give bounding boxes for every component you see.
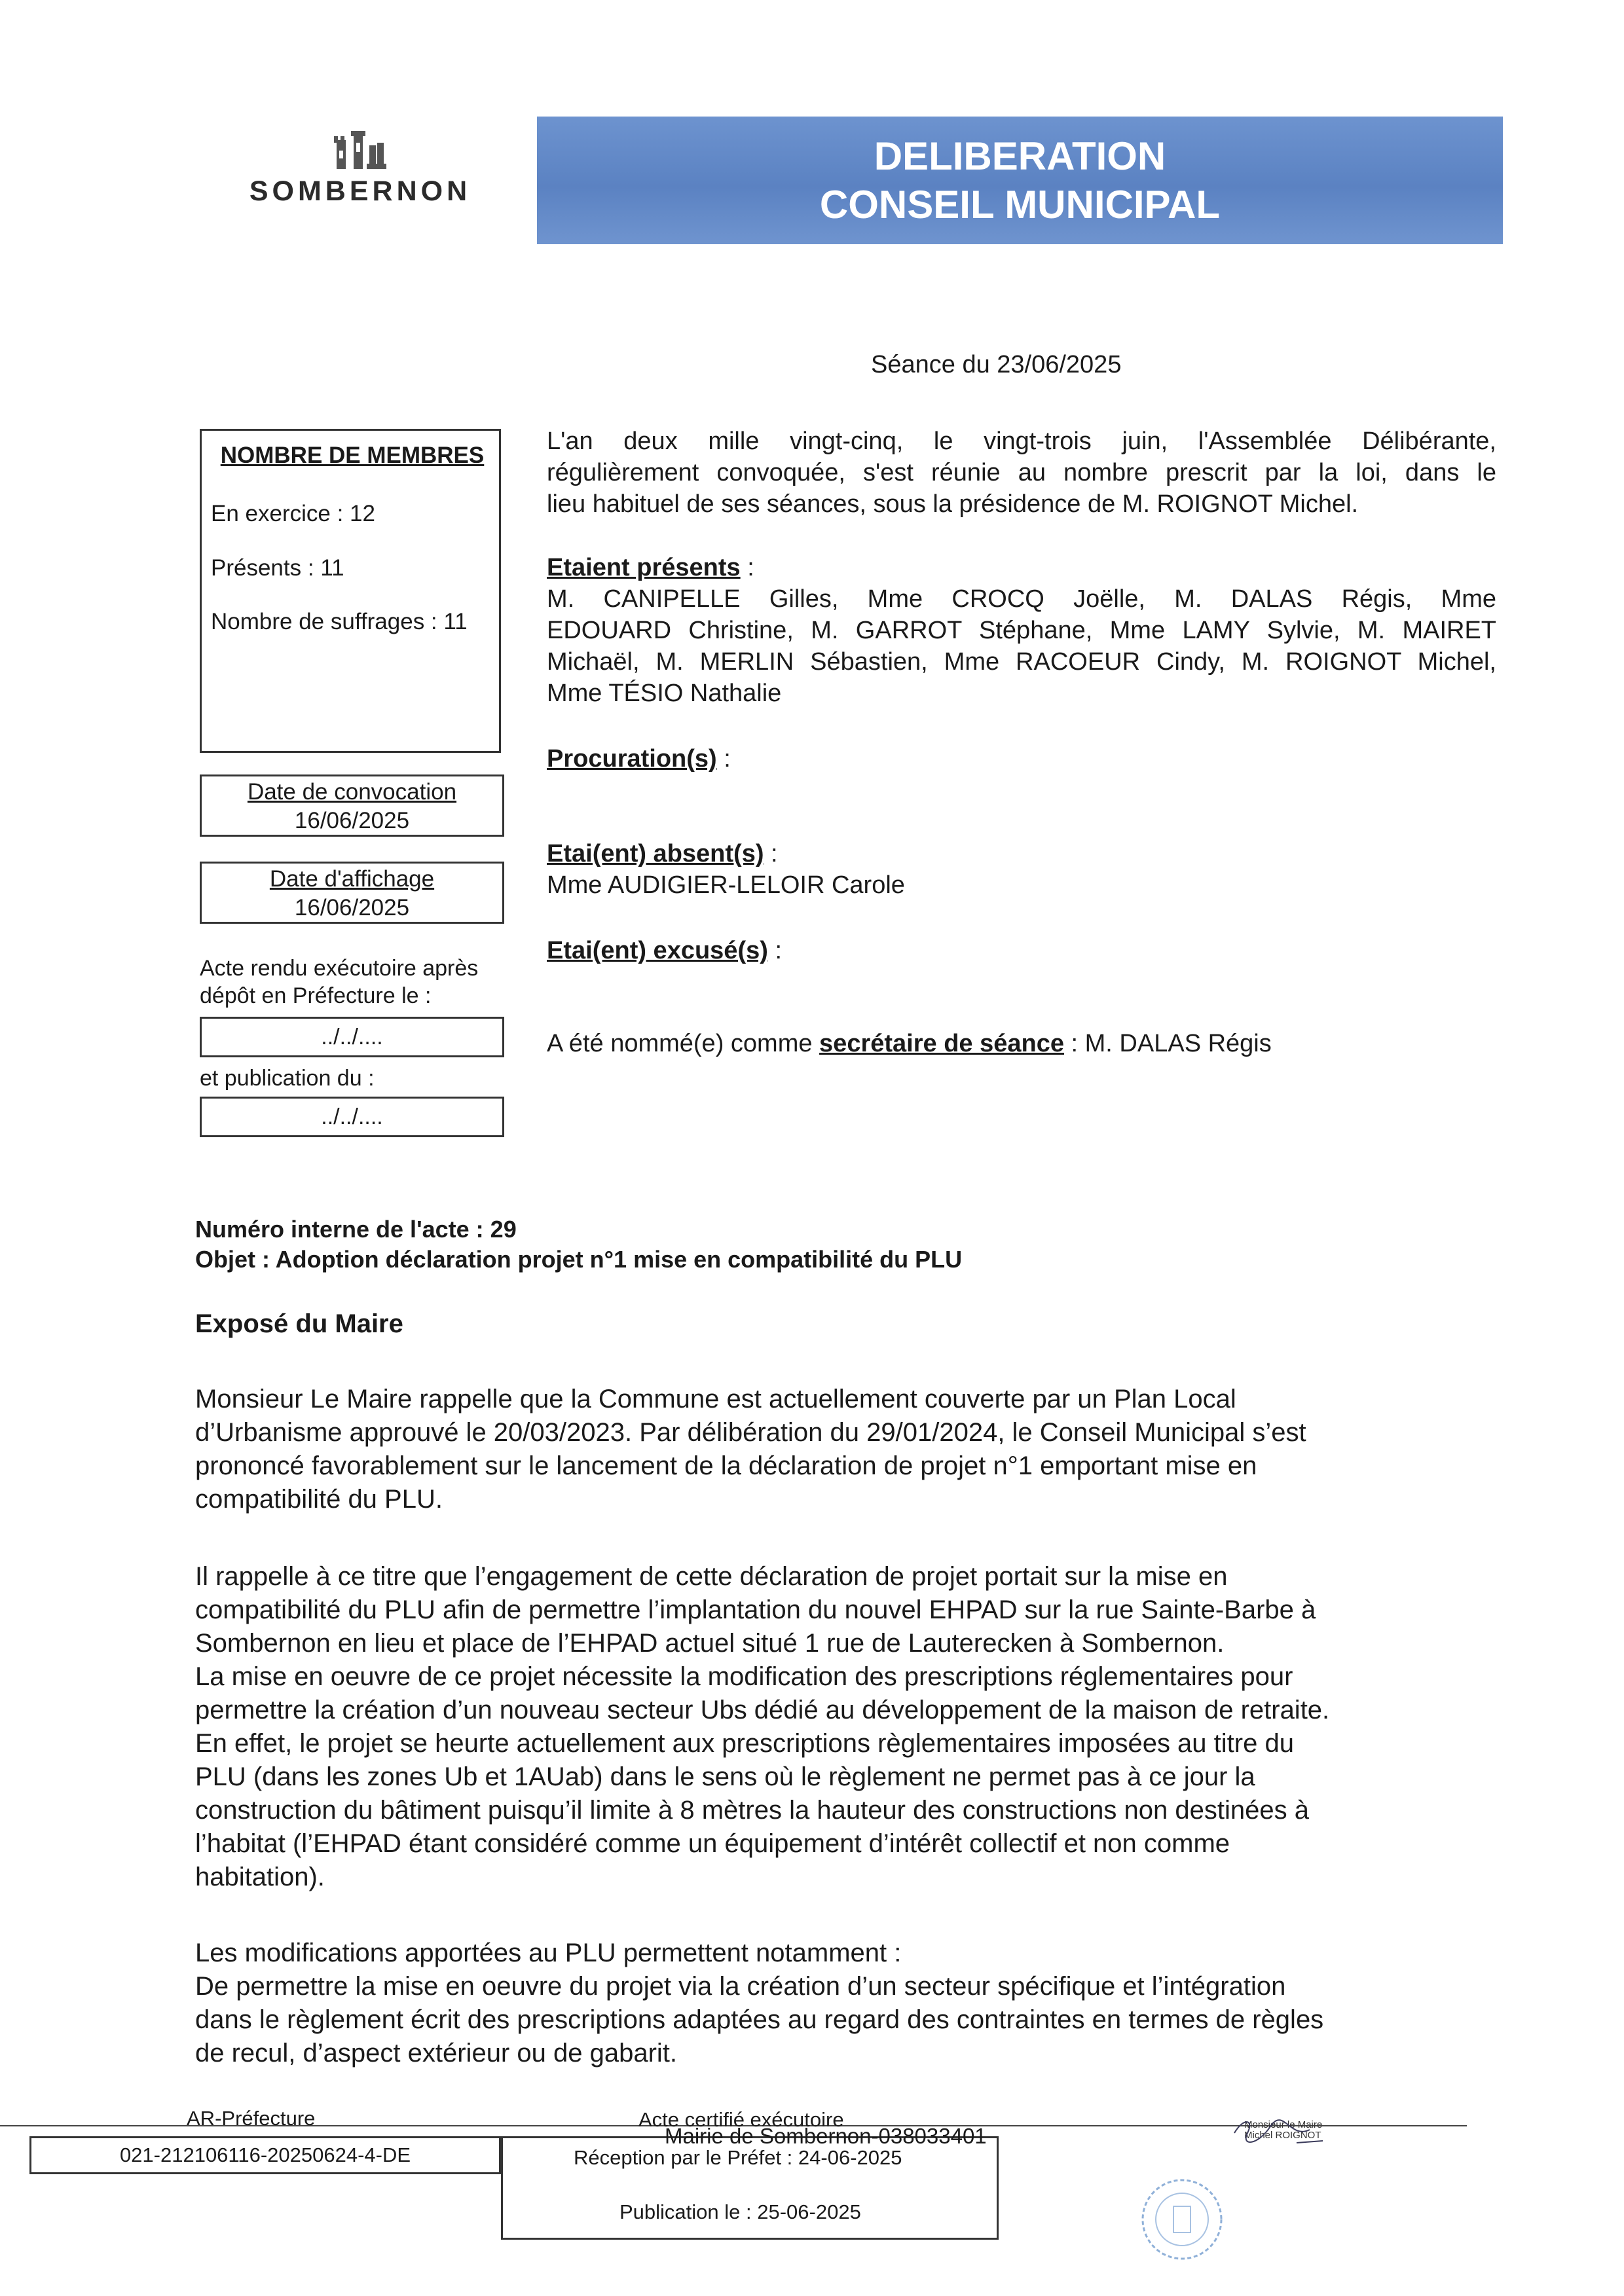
text-line: Il rappelle à ce titre que l’engagement de cette déclaration de projet portait sur la mise en: [195, 1562, 1228, 1591]
text-line: habitation).: [195, 1863, 325, 1891]
text-line: Sombernon en lieu et place de l’EHPAD actuel situé 1 rue de Lauterecken à Sombernon.: [195, 1629, 1225, 1658]
absents-section: [547, 838, 1496, 901]
expose-paragraph-3: [195, 1937, 1498, 2070]
membres-title: NOMBRE DE MEMBRES: [220, 443, 485, 468]
excuses-section: [547, 935, 1496, 966]
text-line: de recul, d’aspect extérieur ou de gabarit.: [195, 2039, 677, 2068]
text-line: Monsieur Le Maire rappelle que la Commune est actuellement couverte par un Plan Local: [195, 1385, 1236, 1413]
ar-prefecture-label: AR-Préfecture: [187, 2107, 316, 2130]
text-line: La mise en oeuvre de ce projet nécessite la modification des prescriptions réglementaires pour: [195, 1662, 1293, 1691]
text-line: dans le règlement écrit des prescriptions adaptées au regard des contraintes en termes de règles: [195, 2005, 1324, 2034]
seance-date: Séance du 23/06/2025: [871, 351, 1122, 378]
banner-title-line2: CONSEIL MUNICIPAL: [819, 182, 1221, 227]
expose-title: Exposé du Maire: [195, 1309, 403, 1338]
membres-exercice: En exercice : 12: [211, 501, 375, 526]
acte-objet: Objet : Adoption déclaration projet n°1 mise en compatibilité du PLU: [195, 1246, 963, 1273]
depot-prefecture-value: ../../....: [321, 1025, 383, 1049]
membres-suffrages: Nombre de suffrages : 11: [211, 609, 468, 634]
secretaire-heading: secrétaire de séance: [819, 1030, 1064, 1057]
absents-heading: Etai(ent) absent(s): [547, 840, 764, 867]
presents-heading: Etaient présents: [547, 554, 741, 581]
secretaire-name: : M. DALAS Régis: [1063, 1030, 1272, 1057]
convocation-value: 16/06/2025: [294, 808, 410, 833]
intro-line: L'an deux mille vingt-cinq, le vingt-trois juin, l'Assemblée Délibérante,: [547, 428, 1496, 455]
signature-title: Monsieur le Maire: [1244, 2119, 1323, 2130]
publication-value: ../../....: [321, 1104, 383, 1129]
official-seal-icon: [1139, 2177, 1225, 2262]
absents-colon: :: [764, 840, 778, 867]
procurations-section: [547, 743, 1496, 774]
expose-paragraph-2: [195, 1560, 1498, 1894]
handwritten-signature-icon: [1231, 2113, 1336, 2153]
castle-logo-icon: [334, 131, 386, 172]
acte-executoire-line1: Acte rendu exécutoire après: [200, 956, 479, 981]
depot-prefecture-box: [200, 1017, 504, 1057]
presents-line: M. CANIPELLE Gilles, Mme CROCQ Joëlle, M. DALAS Régis, Mme: [547, 585, 1496, 613]
ar-number: 021-212106116-20250624-4-DE: [119, 2143, 411, 2166]
excuses-colon: :: [767, 937, 783, 964]
text-line: PLU (dans les zones Ub et 1AUab) dans le sens où le règlement ne permet pas à ce jour la: [195, 1762, 1255, 1791]
title-banner: [537, 117, 1503, 244]
certification-box: [501, 2136, 999, 2240]
affichage-value: 16/06/2025: [294, 895, 410, 920]
absents-names: Mme AUDIGIER-LELOIR Carole: [547, 871, 905, 899]
presents-line: EDOUARD Christine, M. GARROT Stéphane, Mme LAMY Sylvie, M. MAIRET: [547, 617, 1496, 644]
acte-executoire-line2: dépôt en Préfecture le :: [200, 983, 432, 1008]
text-line: construction du bâtiment puisqu’il limite à 8 mètres la hauteur des constructions non destinées à: [195, 1796, 1309, 1825]
convocation-label: Date de convocation: [247, 779, 457, 805]
membres-box: [200, 429, 501, 753]
logo-text: SOMBERNON: [249, 175, 471, 207]
banner-title-line1: DELIBERATION: [874, 134, 1166, 178]
publication-date: Publication le : 25-06-2025: [619, 2200, 861, 2223]
text-line: d’Urbanisme approuvé le 20/03/2023. Par délibération du 29/01/2024, le Conseil Municipal s’est: [195, 1418, 1306, 1447]
affichage-label: Date d'affichage: [269, 866, 435, 892]
text-line: Les modifications apportées au PLU permettent notamment :: [195, 1939, 902, 1967]
acte-numero: Numéro interne de l'acte : 29: [195, 1216, 517, 1243]
mairie-stamp-text: Mairie de Sombernon-038033401: [665, 2124, 987, 2148]
intro-line: lieu habituel de ses séances, sous la présidence de M. ROIGNOT Michel.: [547, 490, 1359, 518]
affichage-box: [200, 862, 504, 924]
presents-line: Mme TÉSIO Nathalie: [547, 680, 782, 707]
presents-section: [547, 552, 1496, 709]
text-line: compatibilité du PLU.: [195, 1485, 443, 1514]
sombernon-logo: [223, 131, 498, 208]
publication-box: [200, 1097, 504, 1137]
text-line: compatibilité du PLU afin de permettre l’implantation du nouvel EHPAD sur la rue Sainte-Barbe à: [195, 1595, 1316, 1624]
secretaire-prefix: A été nommé(e) comme: [547, 1030, 820, 1057]
publication-label: et publication du :: [200, 1066, 375, 1091]
excuses-heading: Etai(ent) excusé(s): [547, 937, 768, 964]
intro-paragraph: [547, 426, 1496, 520]
intro-line: régulièrement convoquée, s'est réunie au nombre prescrit par la loi, dans le: [547, 459, 1496, 486]
acte-info: [195, 1214, 962, 1275]
signature-name: Michel ROIGNOT: [1244, 2130, 1321, 2141]
membres-presents: Présents : 11: [211, 555, 344, 581]
convocation-box: [200, 774, 504, 837]
text-line: permettre la création d’un nouveau secteur Ubs dédié au développement de la maison de retraite.: [195, 1696, 1330, 1724]
presents-colon: :: [740, 554, 754, 581]
text-line: En effet, le projet se heurte actuellement aux prescriptions règlementaires imposées au titre du: [195, 1729, 1294, 1758]
text-line: prononcé favorablement sur le lancement de la déclaration de projet n°1 emportant mise en: [195, 1451, 1257, 1480]
presents-line: Michaël, M. MERLIN Sébastien, Mme RACOEUR Cindy, M. ROIGNOT Michel,: [547, 648, 1496, 676]
text-line: l’habitat (l’EHPAD étant considéré comme un équipement d’intérêt collectif et non comme: [195, 1829, 1230, 1858]
reception-date: Réception par le Préfet : 24-06-2025: [574, 2146, 902, 2169]
ar-number-box: [29, 2136, 501, 2174]
acte-certifie-label: Acte certifié exécutoire: [638, 2108, 844, 2131]
procurations-heading: Procuration(s): [547, 745, 717, 773]
text-line: De permettre la mise en oeuvre du projet via la création d’un secteur spécifique et l’intégration: [195, 1972, 1286, 2001]
procurations-colon: :: [716, 745, 731, 773]
expose-paragraph-1: [195, 1383, 1498, 1516]
acte-executoire-label: [200, 955, 478, 1010]
secretaire-line: [547, 1028, 1496, 1059]
